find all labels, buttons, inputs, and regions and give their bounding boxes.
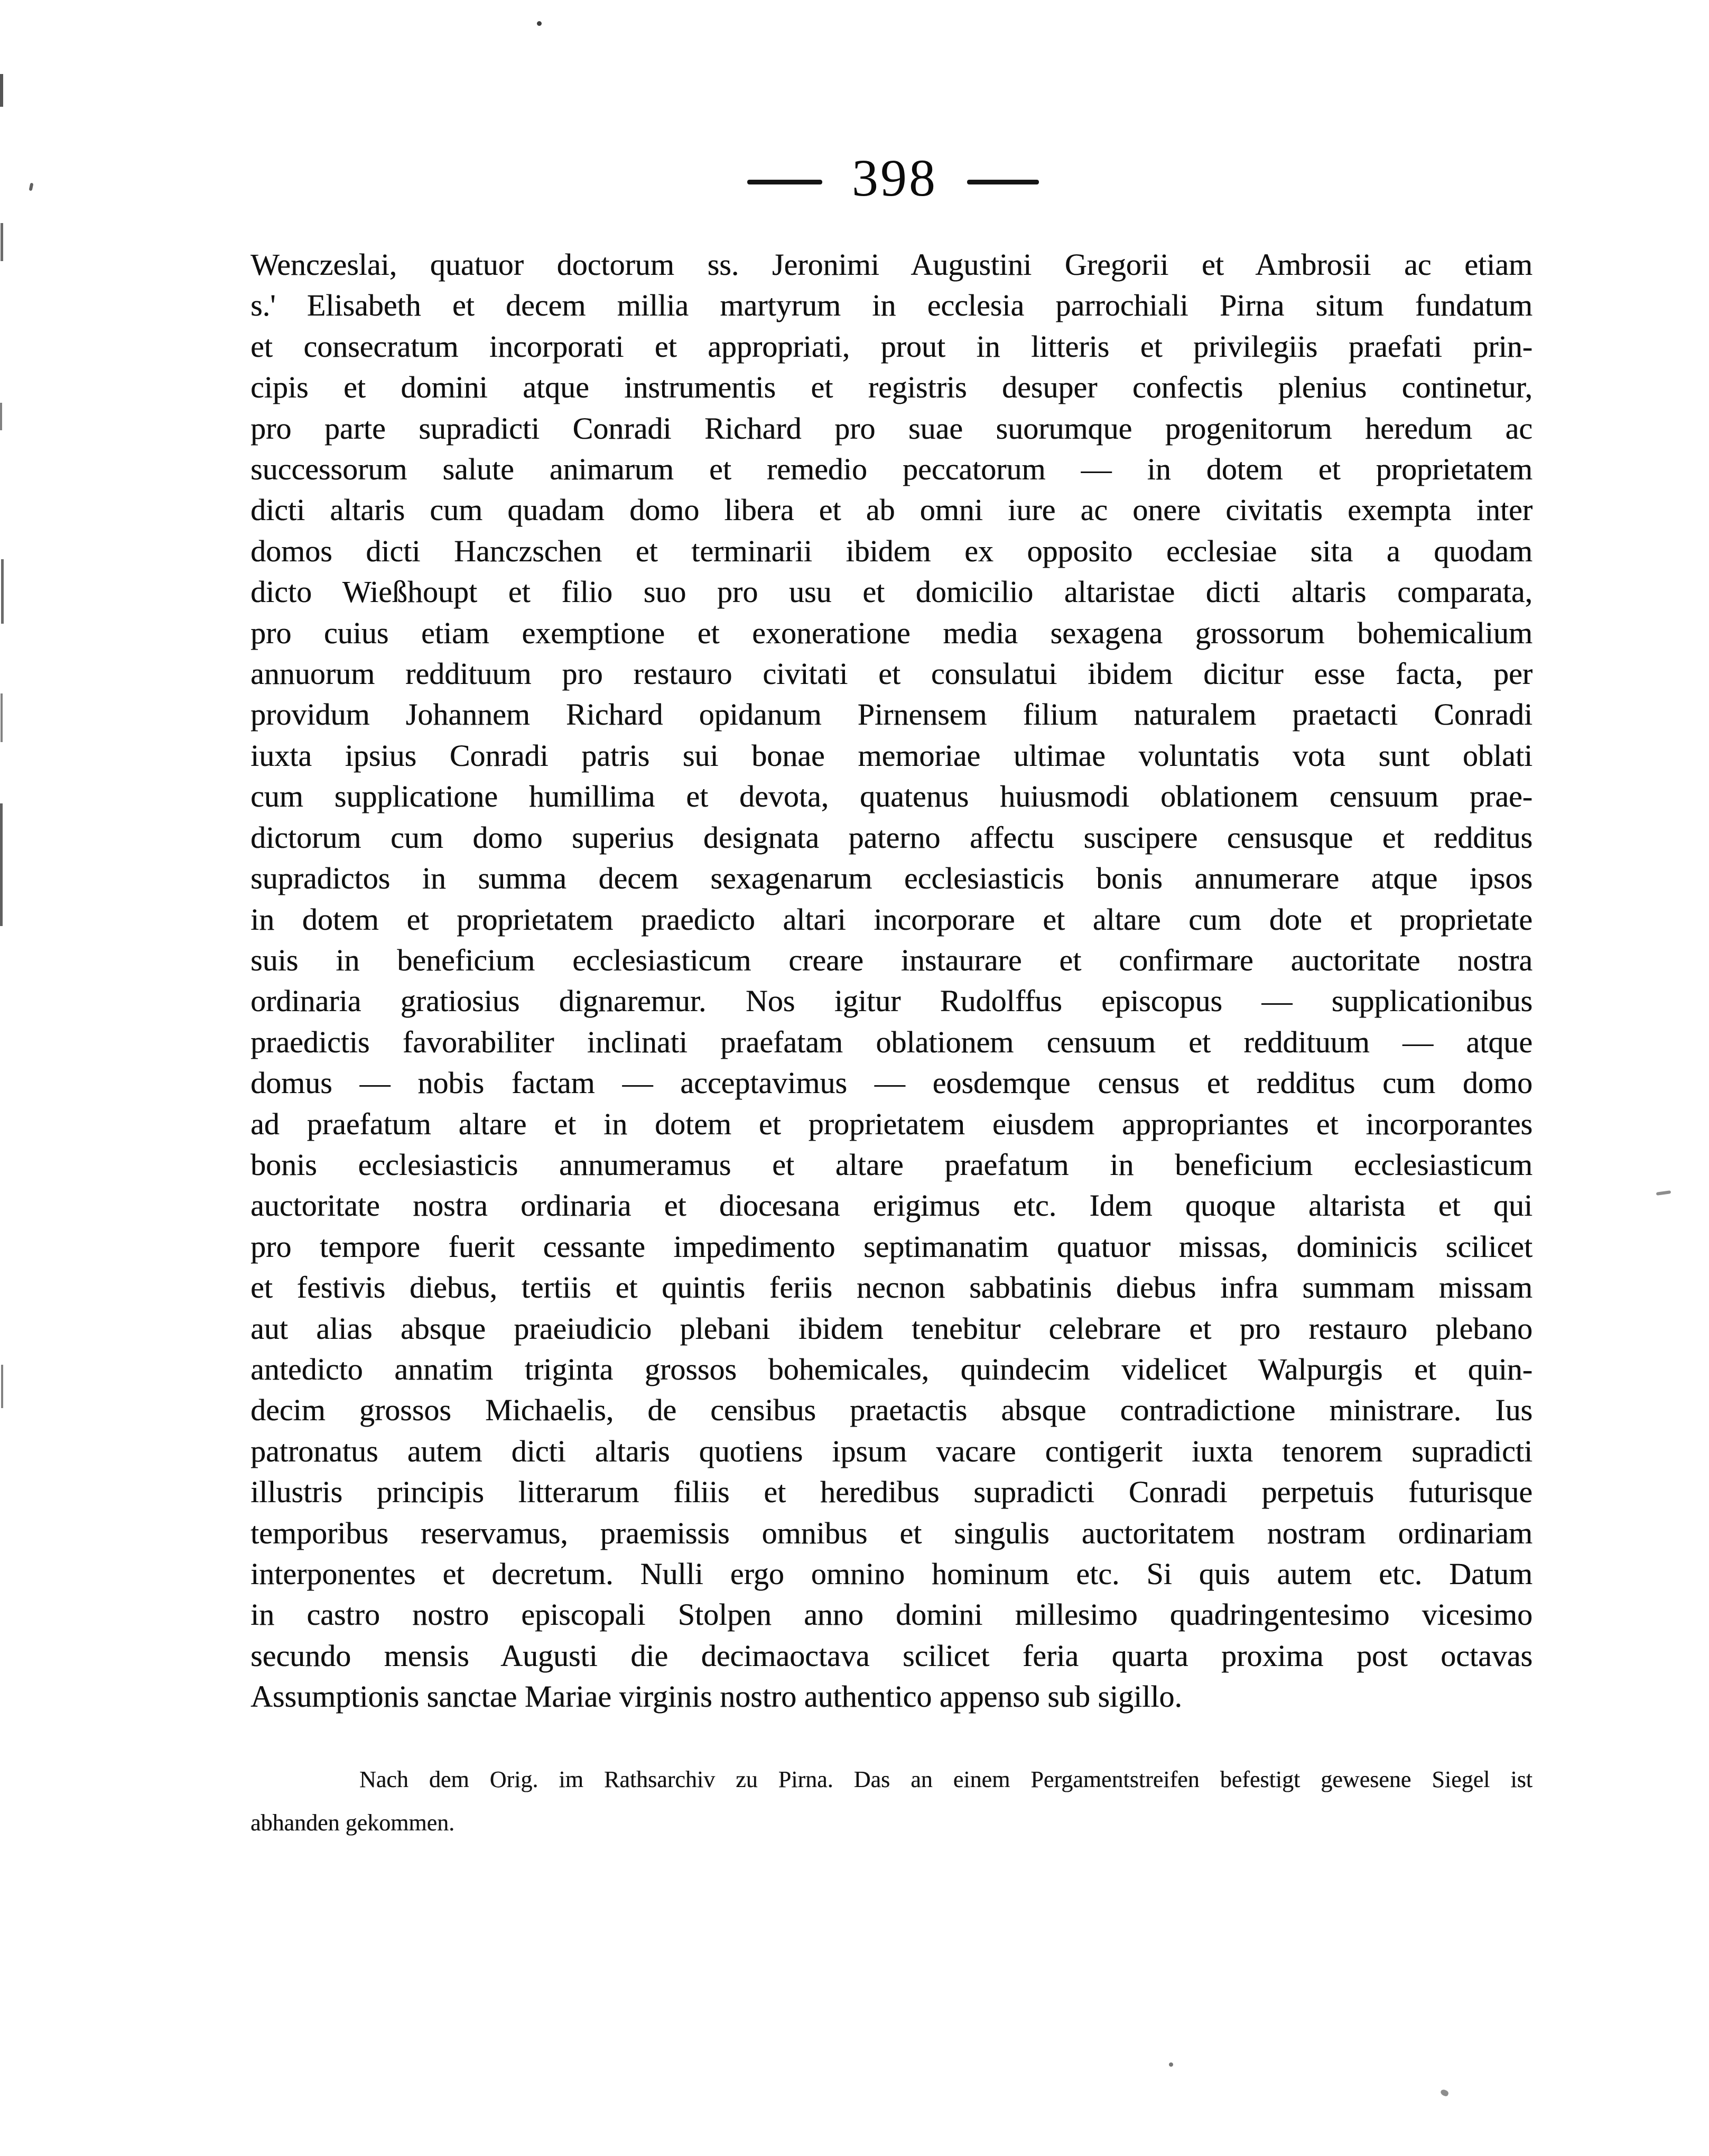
body-text-line: aut alias absque praeiudicio plebani ibidem tenebitur celebrare et pro restauro plebano — [250, 1311, 1532, 1346]
body-text-line: interponentes et decretum. Nulli ergo omnino hominum etc. Si quis autem etc. Datum — [250, 1557, 1532, 1591]
body-text-line: pro cuius etiam exemptione et exoneratione media sexagena grossorum bohemicalium — [250, 615, 1532, 650]
body-text-line: in castro nostro episcopali Stolpen anno domini millesimo quadringentesimo vicesimo — [250, 1597, 1532, 1632]
body-text-line: pro parte supradicti Conradi Richard pro suae suorumque progenitorum heredum ac — [250, 411, 1532, 446]
body-text-line: decim grossos Michaelis, de censibus praetactis absque contradictione ministrare. Ius — [250, 1393, 1532, 1428]
body-text-line: et festivis diebus, tertiis et quintis feriis necnon sabbatinis diebus infra summam missam — [250, 1270, 1532, 1305]
body-text-line: providum Johannem Richard opidanum Pirnensem filium naturalem praetacti Conradi — [250, 697, 1532, 732]
body-text-line: cipis et domini atque instrumentis et registris desuper confectis plenius continetur, — [250, 370, 1532, 405]
body-text-line: suis in beneficium ecclesiasticum creare instaurare et confirmare auctoritate nostra — [250, 942, 1532, 977]
page-header — [747, 149, 1039, 207]
body-text-line: illustris principis litterarum filiis et heredibus supradicti Conradi perpetuis futurisque — [250, 1475, 1532, 1510]
scan-edge-artifact — [1, 559, 4, 624]
document-body — [250, 244, 1532, 1717]
body-text-line: cum supplicatione humillima et devota, quatenus huiusmodi oblationem censuum prae- — [250, 779, 1532, 814]
body-text-line: patronatus autem dicti altaris quotiens ipsum vacare contigerit iuxta tenorem supradicti — [250, 1433, 1532, 1468]
body-text-line: in dotem et proprietatem praedicto altari incorporare et altare cum dote et proprietate — [250, 902, 1532, 937]
body-text-line: et consecratum incorporati et appropriati, prout in litteris et privilegiis praefati prin- — [250, 329, 1532, 364]
scan-edge-artifact — [1, 223, 3, 261]
body-text-line: secundo mensis Augusti die decimaoctava scilicet feria quarta proxima post octavas — [250, 1638, 1532, 1673]
body-text-line: successorum salute animarum et remedio peccatorum — in dotem et proprietatem — [250, 452, 1532, 487]
body-text-line: pro tempore fuerit cessante impedimento septimanatim quatuor missas, dominicis scilicet — [250, 1229, 1532, 1264]
body-text-line: dicto Wießhoupt et filio suo pro usu et domicilio altaristae dicti altaris comparata, — [250, 575, 1532, 609]
body-text-line: ad praefatum altare et in dotem et proprietatem eiusdem appropriantes et incorporantes — [250, 1106, 1532, 1141]
body-text-line: Wenczeslai, quatuor doctorum ss. Jeronimi Augustini Gregorii et Ambrosii ac etiam — [250, 247, 1532, 282]
body-text-line: annuorum reddituum pro restauro civitati et consulatui ibidem dicitur esse facta, per — [250, 656, 1532, 691]
footnote-line: abhanden gekommen. — [250, 1810, 455, 1836]
body-text-line: auctoritate nostra ordinaria et diocesana erigimus etc. Idem quoque altarista et qui — [250, 1188, 1532, 1223]
scan-speck — [29, 183, 34, 191]
source-footnote — [250, 1758, 1532, 1845]
body-text-line: bonis ecclesiasticis annumeramus et altare praefatum in beneficium ecclesiasticum — [250, 1147, 1532, 1182]
scan-edge-artifact — [0, 74, 3, 107]
scan-speck — [537, 21, 542, 26]
page-number: 398 — [852, 149, 937, 207]
scan-speck — [1656, 1190, 1671, 1196]
scan-edge-artifact — [0, 803, 3, 926]
footnote-line: Nach dem Orig. im Rathsarchiv zu Pirna. Das an einem Pergamentstreifen befestigt gewesene Siegel ist — [359, 1766, 1532, 1792]
body-text-line: iuxta ipsius Conradi patris sui bonae memoriae ultimae voluntatis vota sunt oblati — [250, 738, 1532, 773]
header-rule-left — [747, 180, 822, 184]
body-text-line: dicti altaris cum quadam domo libera et ab omni iure ac onere civitatis exempta inter — [250, 493, 1532, 528]
scan-edge-artifact — [1, 693, 3, 742]
body-text-line: supradictos in summa decem sexagenarum ecclesiasticis bonis annumerare atque ipsos — [250, 861, 1532, 896]
body-text-line: antedicto annatim triginta grossos bohemicales, quindecim videlicet Walpurgis et quin- — [250, 1352, 1532, 1386]
body-text-line: domos dicti Hanczschen et terminarii ibidem ex opposito ecclesiae sita a quodam — [250, 533, 1532, 568]
scan-edge-artifact — [1, 1365, 3, 1408]
body-text-line: praedictis favorabiliter inclinati praefatam oblationem censuum et reddituum — atque — [250, 1024, 1532, 1059]
body-text-line: dictorum cum domo superius designata paterno affectu suscipere censusque et redditus — [250, 820, 1532, 855]
body-text-line: Assumptionis sanctae Mariae virginis nostro authentico appenso sub sigillo. — [250, 1679, 1182, 1714]
header-rule-right — [967, 180, 1039, 184]
body-text-line: temporibus reservamus, praemissis omnibus et singulis auctoritatem nostram ordinariam — [250, 1515, 1532, 1550]
scan-speck — [1169, 2062, 1173, 2067]
scan-edge-artifact — [0, 403, 2, 430]
body-text-line: domus — nobis factam — acceptavimus — eosdemque census et redditus cum domo — [250, 1066, 1532, 1100]
body-text-line: s.' Elisabeth et decem millia martyrum in ecclesia parrochiali Pirna situm fundatum — [250, 288, 1532, 323]
body-text-line: ordinaria gratiosius dignaremur. Nos igitur Rudolffus episcopus — supplicationibus — [250, 984, 1532, 1019]
scan-speck — [1440, 2089, 1450, 2097]
